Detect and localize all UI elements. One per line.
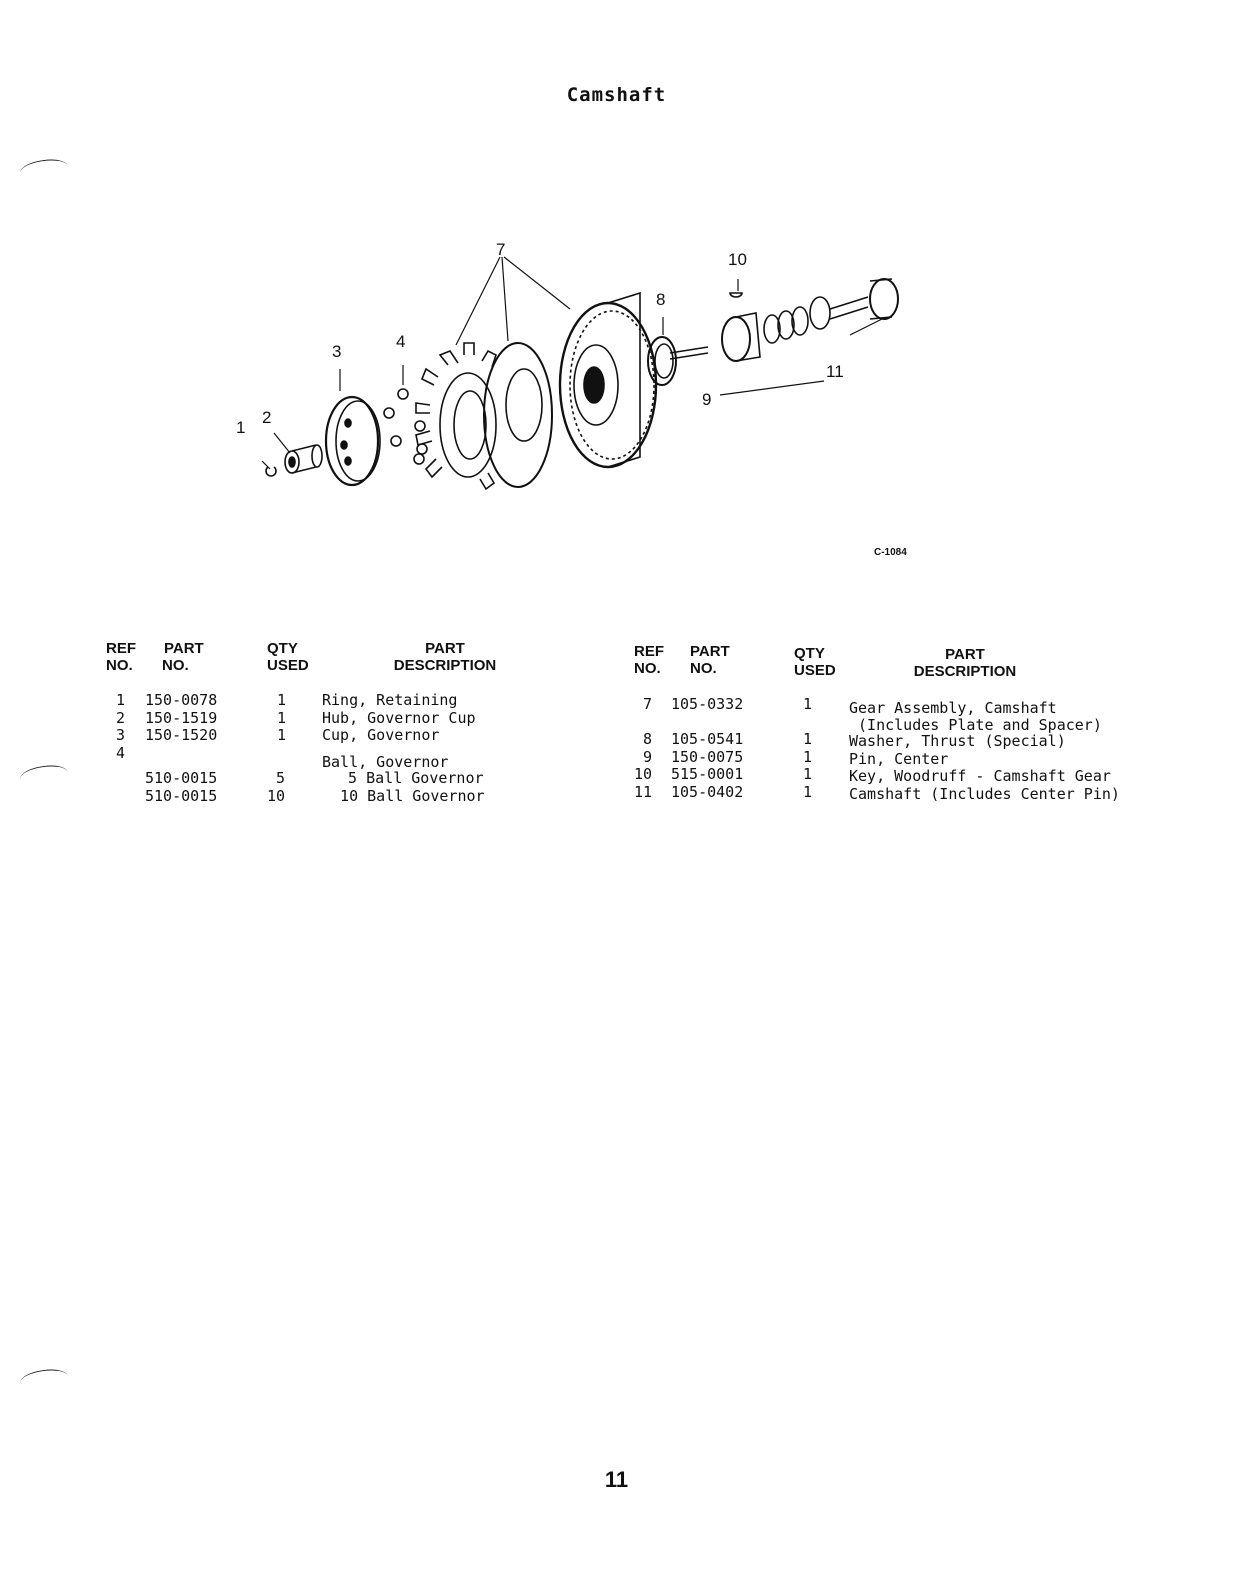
governor-balls-part — [384, 389, 427, 464]
binder-hole-mark — [19, 1367, 69, 1392]
figure-code: C-1084 — [874, 547, 907, 558]
retaining-ring-part — [266, 467, 276, 476]
callout-2: 2 — [262, 408, 272, 427]
header-qty-used: QTY USED — [794, 645, 836, 679]
header-ref: REF NO. — [106, 640, 136, 674]
callout-11: 11 — [826, 362, 844, 381]
callout-9: 9 — [702, 390, 712, 409]
governor-hub-part — [285, 445, 322, 473]
header-part-no: PART NO. — [690, 643, 730, 677]
callout-1: 1 — [236, 418, 246, 437]
gear-spacer-part — [484, 343, 552, 487]
callout-labels — [236, 240, 844, 437]
callout-10: 10 — [728, 250, 747, 269]
header-qty-used: QTY USED — [267, 640, 309, 674]
thrust-washer-part — [648, 337, 676, 385]
camshaft-exploded-diagram — [220, 235, 940, 515]
header-part-no: PART NO. — [162, 640, 204, 674]
woodruff-key-part — [730, 293, 742, 297]
camshaft-part — [722, 279, 898, 361]
page-number: 11 — [604, 1467, 629, 1492]
callout-7: 7 — [496, 240, 506, 259]
binder-hole-mark — [19, 763, 69, 788]
header-description: PART DESCRIPTION — [393, 640, 497, 674]
header-description: PART DESCRIPTION — [913, 646, 1017, 680]
governor-cup-part — [326, 397, 380, 485]
page-title: Camshaft — [566, 84, 667, 106]
callout-4: 4 — [396, 332, 406, 351]
callout-3: 3 — [332, 342, 342, 361]
header-ref: REF NO. — [634, 643, 664, 677]
callout-8: 8 — [656, 290, 666, 309]
binder-hole-mark — [19, 157, 69, 182]
camshaft-gear-part — [560, 293, 656, 467]
